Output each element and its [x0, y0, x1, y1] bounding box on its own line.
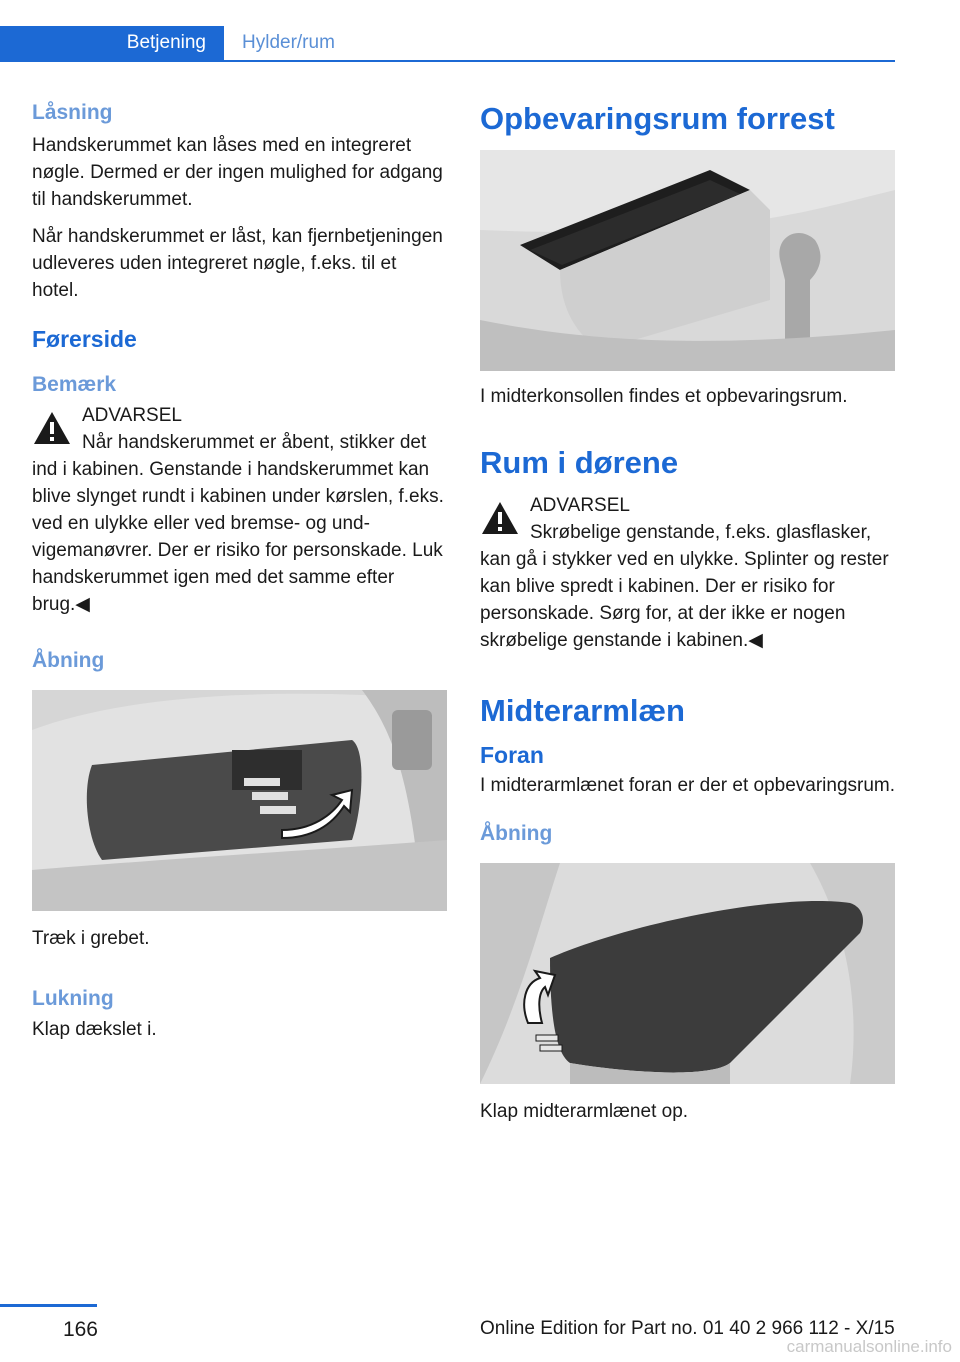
- heading-lasning: Låsning: [32, 101, 113, 124]
- caption-armrest: Klap midterarmlænet op.: [480, 1101, 689, 1122]
- paragraph-foran: I midterarmlænet foran er der et opbevaringsrum.: [480, 775, 896, 796]
- heading-rum-i-dorene: Rum i dørene: [480, 445, 679, 480]
- paragraph-lasning-1: Handskerummet kan låses med en integreret nøgle. Dermed er der ingen mulighed for adgang til handskerummet.: [32, 135, 443, 210]
- heading-forerside: Førerside: [32, 326, 137, 352]
- glovebox-figure: [32, 690, 447, 911]
- tab-betjening[interactable]: Betjening: [0, 26, 224, 60]
- right-column: [480, 100, 895, 1135]
- heading-opbevaringsrum: Opbevaringsrum forrest: [480, 101, 835, 136]
- heading-foran: Foran: [480, 742, 544, 768]
- heading-abning: Åbning: [32, 649, 105, 672]
- page-header: [0, 0, 895, 62]
- warning-label: ADVARSEL: [530, 495, 630, 516]
- warning-text-rest: kan gå i stykker ved en ulykke. Splinter og rester kan blive spredt i kabinen. Der er risiko for personskade. Sørg for, at der ikke er nogen skrøbelige genstande i kabinen.◀: [480, 549, 889, 651]
- edition-info: Online Edition for Part no. 01 40 2 966 112 - X/15: [480, 1318, 895, 1339]
- heading-lukning: Lukning: [32, 987, 114, 1010]
- heading-midterarmlaen: Midterarmlæn: [480, 693, 685, 728]
- console-storage-figure: [480, 150, 895, 371]
- footer-divider: [0, 1304, 97, 1307]
- caption-console-storage: I midterkonsollen findes et opbevaringsrum.: [480, 386, 848, 407]
- warning-block: [32, 402, 447, 618]
- header-divider: [0, 60, 895, 62]
- warning-triangle-icon: [32, 410, 72, 446]
- heading-bemaerk: Bemærk: [32, 373, 117, 396]
- warning-text: [480, 519, 895, 654]
- glovebox-illustration: [32, 690, 447, 911]
- warning-text: [32, 429, 447, 618]
- paragraph-lasning-2: Når handskerummet er låst, kan fjernbetjeningen udleveres uden integreret nøgle, f.eks. til et hotel.: [32, 226, 443, 301]
- console-storage-illustration: [480, 150, 895, 371]
- door-warning-block: [480, 492, 895, 654]
- watermark: carmanualsonline.info: [786, 1337, 952, 1356]
- warning-label: ADVARSEL: [82, 405, 182, 426]
- warning-triangle-icon: [480, 500, 520, 536]
- caption-glovebox: Træk i grebet.: [32, 928, 150, 949]
- paragraph-lukning: Klap dækslet i.: [32, 1019, 157, 1040]
- tab-hylder-rum[interactable]: Hylder/rum: [242, 32, 335, 53]
- warning-text-first-line: Skrøbelige genstande, f.eks. glasflasker,: [530, 522, 872, 543]
- armrest-figure: [480, 863, 895, 1084]
- left-column: [32, 100, 447, 1053]
- warning-text-first-line: Når handskerummet er åbent, stikker det: [82, 432, 427, 453]
- warning-text-rest: ind i kabinen. Genstande i handskerummet kan blive slynget rundt i kabinen under kørslen, f.eks. ved en ulykke eller ved bremse- og undvigemanøvrer. Der er risiko for personskade. Luk handskerummet igen med det samme efter brug.◀: [32, 459, 444, 615]
- armrest-illustration: [480, 863, 895, 1084]
- heading-abning-armrest: Åbning: [480, 822, 553, 845]
- page-number: 166: [62, 1318, 98, 1341]
